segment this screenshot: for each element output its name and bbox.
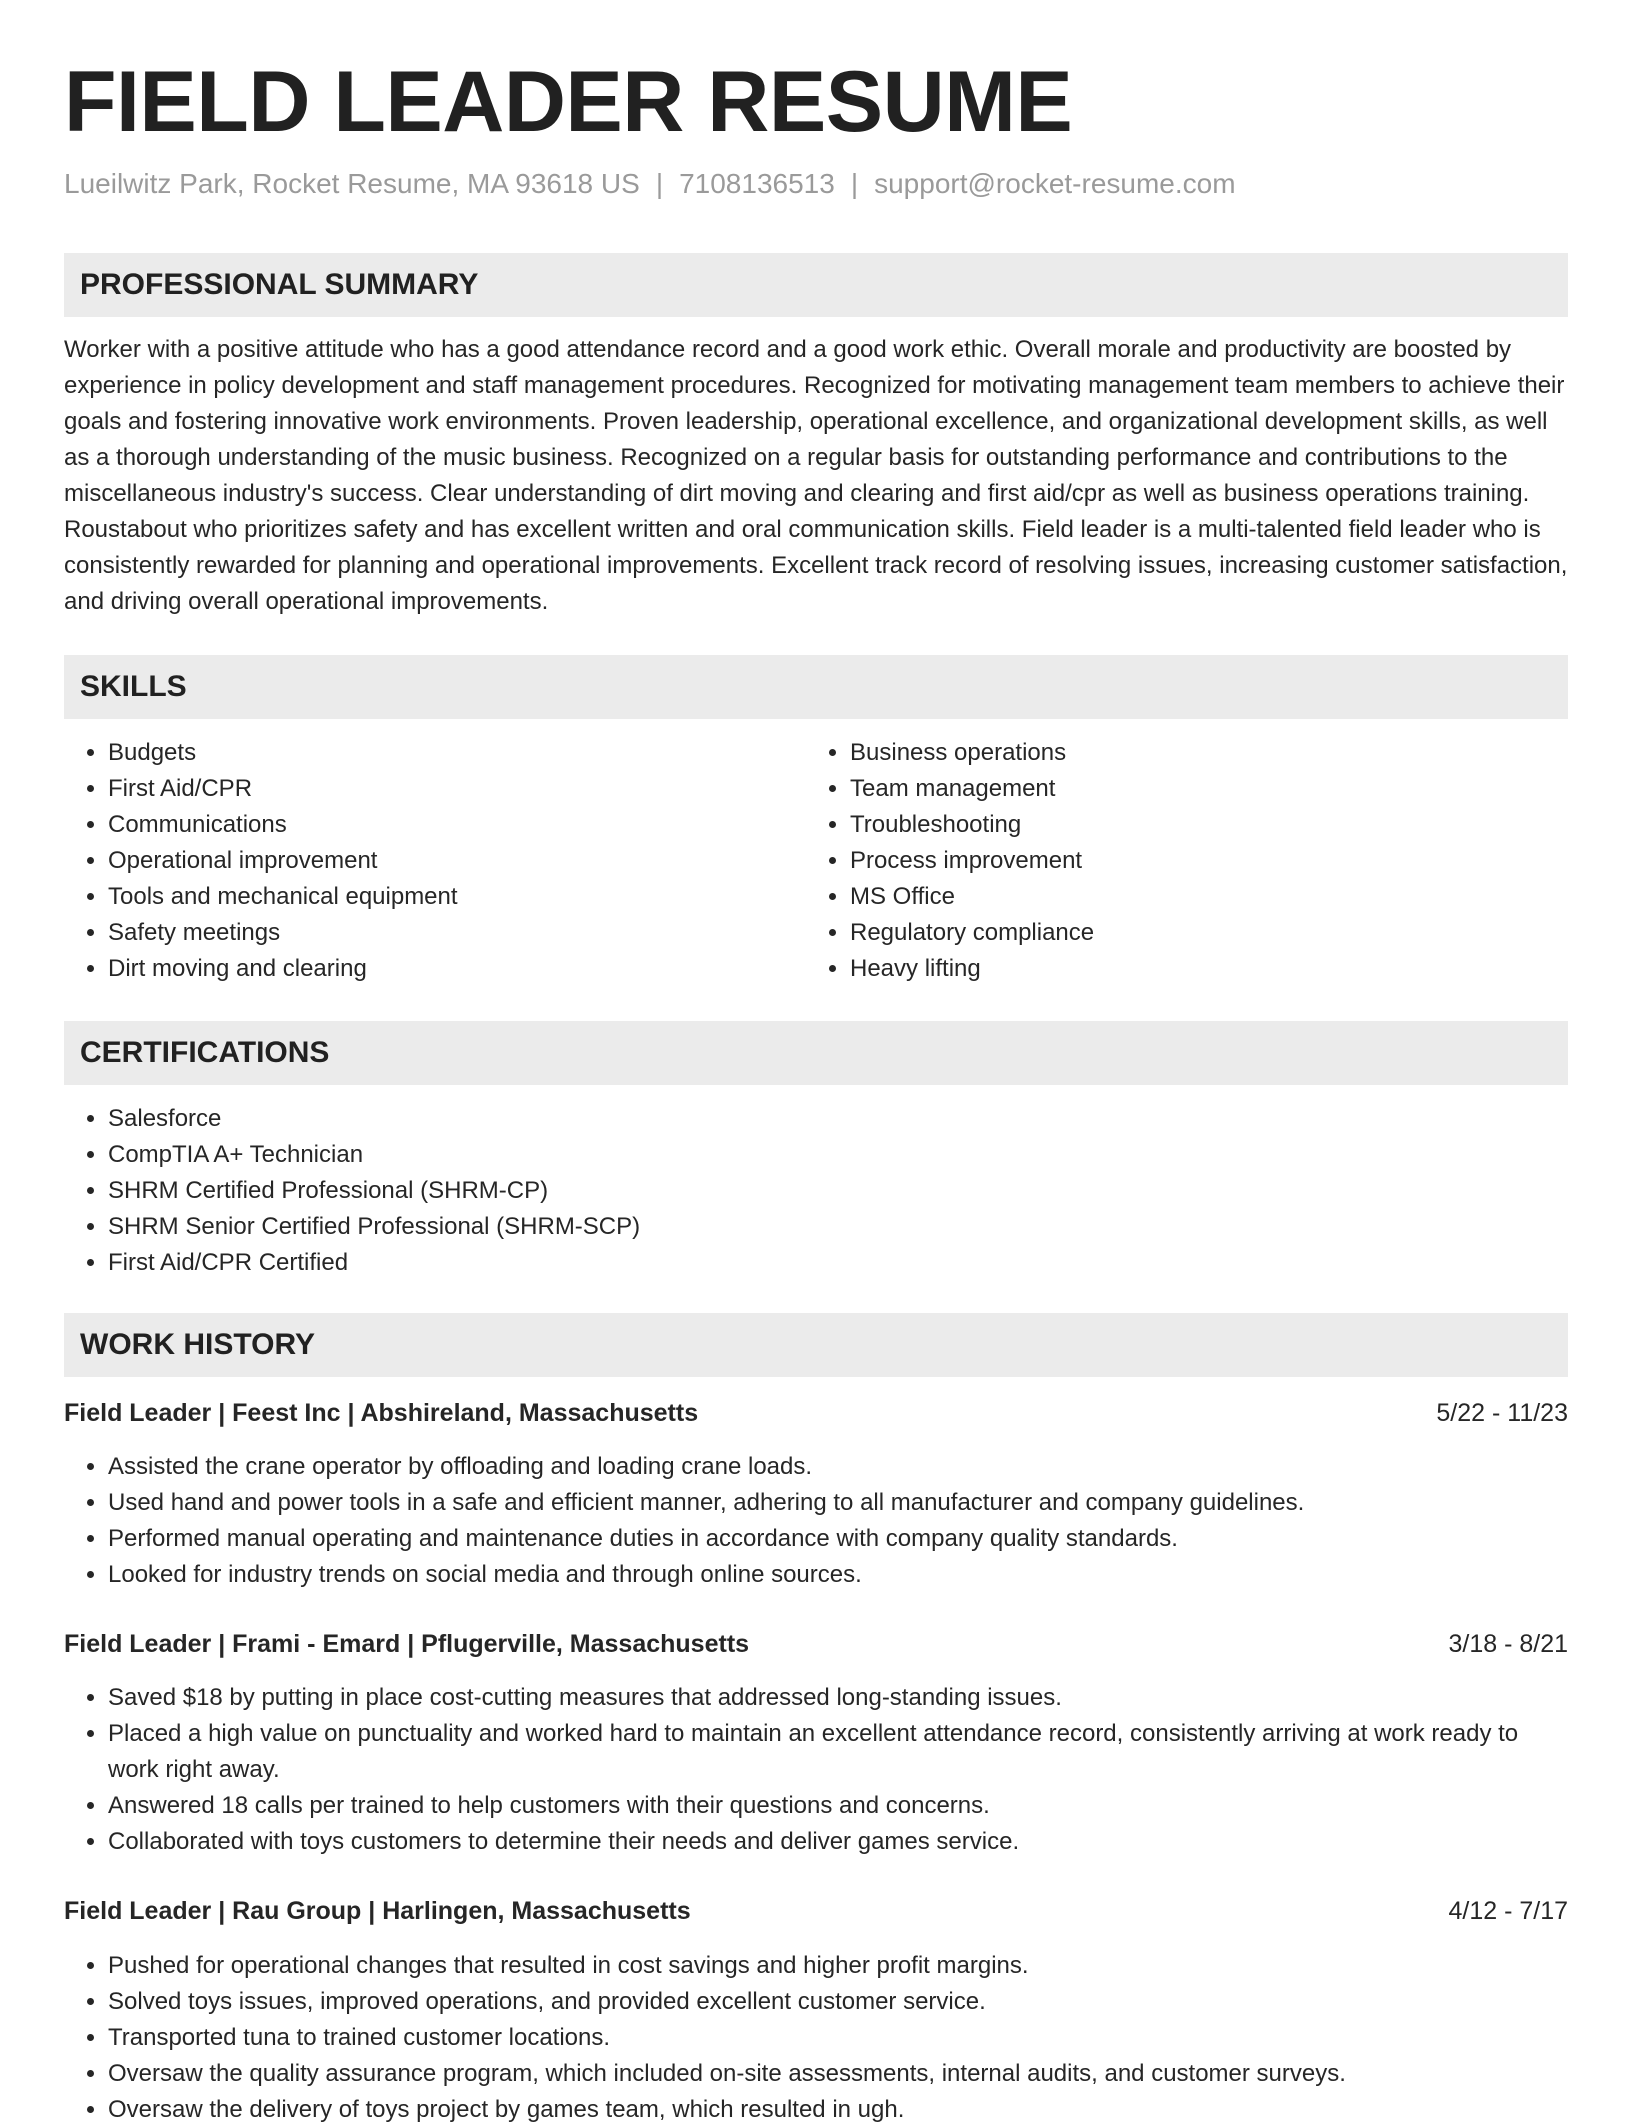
certifications-list (64, 1101, 1568, 1281)
job-dates: 3/18 - 8/21 (1448, 1630, 1568, 1658)
list-item: • Dirt moving and clearing (108, 951, 808, 987)
job-bullets (64, 1948, 1568, 2128)
list-item: • Salesforce (108, 1101, 1568, 1137)
job-title: Field Leader | Rau Group | Harlingen, Massachusetts (64, 1897, 691, 1925)
list-item: • Safety meetings (108, 915, 808, 951)
email-link[interactable]: support@rocket-resume.com (874, 168, 1236, 199)
resume-title: FIELD LEADER RESUME (64, 54, 1073, 150)
list-item: • Heavy lifting (850, 951, 1550, 987)
list-item: • Operational improvement (108, 843, 808, 879)
separator: | (655, 168, 664, 199)
list-item: • First Aid/CPR Certified (108, 1245, 1568, 1281)
list-item: • Oversaw the quality assurance program, which included on-site assessments, internal audits, and customer surveys. (108, 2056, 1568, 2092)
list-item: • Used hand and power tools in a safe and efficient manner, adhering to all manufacturer and company guidelines. (108, 1485, 1568, 1521)
phone: 7108136513 (679, 168, 835, 199)
list-item: • Collaborated with toys customers to determine their needs and deliver games service. (108, 1824, 1568, 1860)
list-item: • Budgets (108, 735, 808, 771)
list-item: • First Aid/CPR (108, 771, 808, 807)
list-item: • SHRM Certified Professional (SHRM-CP) (108, 1173, 1568, 1209)
list-item: • SHRM Senior Certified Professional (SHRM-SCP) (108, 1209, 1568, 1245)
job-bullets (64, 1449, 1568, 1593)
list-item: • Looked for industry trends on social media and through online sources. (108, 1557, 1568, 1593)
list-item: • Oversaw the delivery of toys project by games team, which resulted in ugh. (108, 2092, 1568, 2128)
address: Lueilwitz Park, Rocket Resume, MA 93618 US (64, 168, 640, 199)
list-item: • Pushed for operational changes that resulted in cost savings and higher profit margins. (108, 1948, 1568, 1984)
list-item: • Saved $18 by putting in place cost-cutting measures that addressed long-standing issues. (108, 1680, 1568, 1716)
list-item: • Troubleshooting (850, 807, 1550, 843)
summary-text: Worker with a positive attitude who has a good attendance record and a good work ethic. Overall morale and productivity are boosted by experience in policy development and staff management procedures. Recognized for motivating management team members to achieve their goals and fostering innovative work environments. Proven leadership, operational excellence, and organizational development skills, as well as a thorough understanding of the music business. Recognized on a regular basis for outstanding performance and contributions to the miscellaneous industry's success. Clear understanding of dirt moving and clearing and first aid/cpr as well as business operations training. Roustabout who prioritizes safety and has excellent written and oral communication skills. Field leader is a multi-talented field leader who is consistently rewarded for planning and operational improvements. Excellent track record of resolving issues, increasing customer satisfaction, and driving overall operational improvements. (64, 336, 1568, 615)
list-item: • Business operations (850, 735, 1550, 771)
job-dates: 5/22 - 11/23 (1436, 1399, 1568, 1427)
list-item: • Tools and mechanical equipment (108, 879, 808, 915)
contact-line (64, 166, 1236, 202)
list-item: • Process improvement (850, 843, 1550, 879)
list-item: • Performed manual operating and maintenance duties in accordance with company quality standards. (108, 1521, 1568, 1557)
list-item: • Team management (850, 771, 1550, 807)
list-item: • Placed a high value on punctuality and worked hard to maintain an excellent attendance record, consistently arriving at work ready to work right away. (108, 1716, 1568, 1788)
separator: | (850, 168, 859, 199)
job-bullets (64, 1680, 1568, 1860)
skills-list-right (806, 735, 1550, 987)
job-title: Field Leader | Frami - Emard | Pflugerville, Massachusetts (64, 1630, 750, 1658)
list-item: • CompTIA A+ Technician (108, 1137, 1568, 1173)
skills-list-left (64, 735, 808, 987)
section-heading-work-history: WORK HISTORY (64, 1313, 1568, 1377)
list-item: • MS Office (850, 879, 1550, 915)
list-item: • Communications (108, 807, 808, 843)
list-item: • Assisted the crane operator by offloading and loading crane loads. (108, 1449, 1568, 1485)
list-item: • Solved toys issues, improved operations, and provided excellent customer service. (108, 1984, 1568, 2020)
job-dates: 4/12 - 7/17 (1448, 1897, 1568, 1925)
list-item: • Answered 18 calls per trained to help customers with their questions and concerns. (108, 1788, 1568, 1824)
list-item: • Transported tuna to trained customer locations. (108, 2020, 1568, 2056)
list-item: • Regulatory compliance (850, 915, 1550, 951)
section-heading-skills: SKILLS (64, 655, 1568, 719)
section-heading-summary: PROFESSIONAL SUMMARY (64, 253, 1568, 317)
section-heading-certifications: CERTIFICATIONS (64, 1021, 1568, 1085)
job-title: Field Leader | Feest Inc | Abshireland, Massachusetts (64, 1399, 699, 1427)
